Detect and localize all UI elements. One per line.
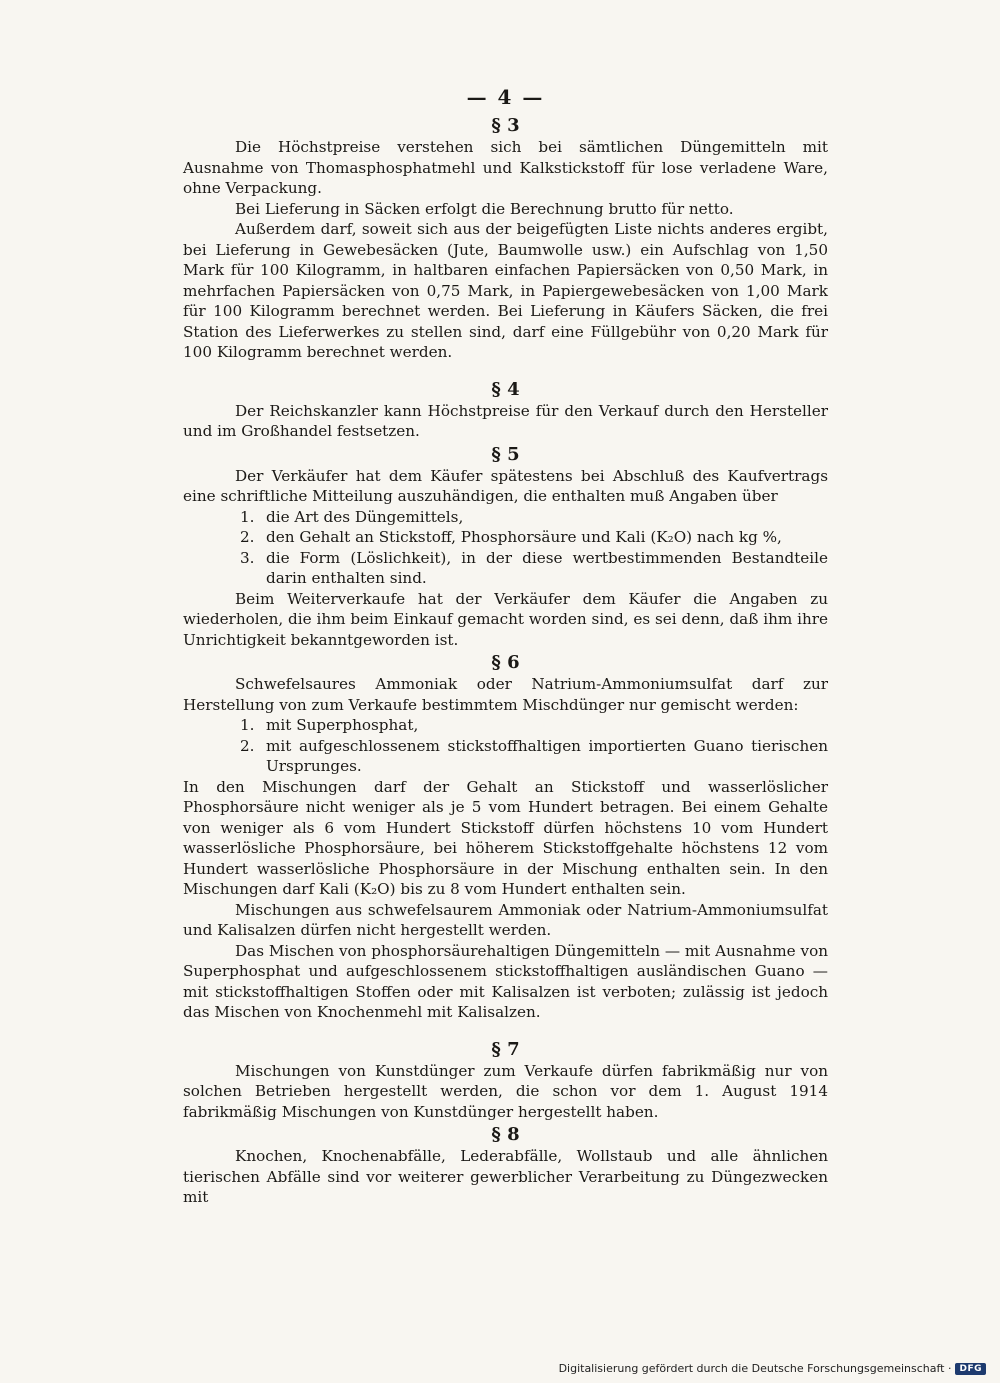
paragraph: Der Reichskanzler kann Höchstpreise für den Verkauf durch den Hersteller und im Großhandel festsetzen. <box>183 401 828 440</box>
list-number: 2. <box>240 528 255 546</box>
document-page <box>183 85 828 1208</box>
section-heading: § 8 <box>491 1124 520 1145</box>
section-heading: § 4 <box>491 378 520 400</box>
list-number: 3. <box>240 548 255 567</box>
digitization-footer <box>559 1362 986 1375</box>
list-text: den Gehalt an Stickstoff, Phosphorsäure und Kali (K₂O) nach kg %, <box>266 528 782 546</box>
list-text: mit Superphosphat, <box>266 716 419 734</box>
list-item <box>240 715 828 736</box>
section-6 <box>183 652 828 1023</box>
section-8 <box>183 1124 828 1208</box>
list-item <box>240 527 828 548</box>
list-item <box>240 548 828 589</box>
list-text: die Form (Löslichkeit), in der diese wertbestimmenden Bestandteile darin enthalten sind. <box>266 548 828 587</box>
section-heading: § 6 <box>491 652 520 673</box>
section-heading: § 3 <box>491 115 520 136</box>
section-5 <box>183 444 828 651</box>
section-heading: § 5 <box>491 443 520 465</box>
list-text: die Art des Düngemittels, <box>266 507 464 526</box>
paragraph: Beim Weiterverkaufe hat der Verkäufer dem Käufer die Angaben zu wiederholen, die ihm beim Einkauf gemacht worden sind, es sei denn, daß ihm ihre Unrichtigkeit bekanntgeworden ist. <box>183 589 828 649</box>
paragraph: Mischungen von Kunstdünger zum Verkaufe dürfen fabrikmäßig nur von solchen Betrieben hergestellt werden, die schon vor dem 1. August 1914 fabrikmäßig Mischungen von Kunstdünger hergestellt haben. <box>183 1061 828 1121</box>
paragraph: Der Verkäufer hat dem Käufer spätestens bei Abschluß des Kaufvertrags eine schriftliche Mitteilung auszuhändigen, die enthalten muß Angaben über <box>183 466 828 505</box>
list-number: 1. <box>240 507 255 526</box>
list-number: 2. <box>240 736 255 755</box>
paragraph: Knochen, Knochenabfälle, Lederabfälle, Wollstaub und alle ähnlichen tierischen Abfälle sind vor weiterer gewerblicher Verarbeitung zu Düngezwecken mit <box>183 1147 828 1206</box>
list-item <box>240 507 828 528</box>
page-number: — 4 — <box>466 85 545 109</box>
section-3 <box>183 115 828 363</box>
section-4 <box>183 379 828 442</box>
paragraph: Schwefelsaures Ammoniak oder Natrium-Ammoniumsulfat darf zur Herstellung von zum Verkaufe bestimmtem Mischdünger nur gemischt werden: <box>183 675 828 714</box>
dfg-logo: DFG <box>955 1363 986 1375</box>
enumerated-list <box>183 507 828 589</box>
list-number: 1. <box>240 716 255 734</box>
footer-text: Digitalisierung gefördert durch die Deutsche Forschungsgemeinschaft · <box>558 1362 952 1375</box>
paragraph: Die Höchstpreise verstehen sich bei sämtlichen Düngemitteln mit Ausnahme von Thomasphosphatmehl und Kalkstickstoff für lose verladene Ware, ohne Verpackung. <box>183 138 828 197</box>
paragraph: Mischungen aus schwefelsaurem Ammoniak oder Natrium-Ammoniumsulfat und Kalisalzen dürfen nicht hergestellt werden. <box>183 900 828 939</box>
section-heading: § 7 <box>491 1038 520 1060</box>
paragraph: Außerdem darf, soweit sich aus der beigefügten Liste nichts anderes ergibt, bei Lieferung in Gewebesäcken (Jute, Baumwolle usw.) ein Aufschlag von 1,50 Mark für 100 Kilogramm, in haltbaren einfachen Papiersäcken von 0,50 Mark, in mehrfachen Papiersäcken von 0,75 Mark, in Papiergewebesäcken von 1,00 Mark für 100 Kilogramm berechnet werden. Bei Lieferung in Käufers Säcken, die frei Station des Lieferwerkes zu stellen sind, darf eine Füllgebühr von 0,20 Mark für 100 Kilogramm berechnet werden. <box>183 220 828 361</box>
paragraph: Bei Lieferung in Säcken erfolgt die Berechnung brutto für netto. <box>235 199 734 218</box>
list-text: mit aufgeschlossenem stickstoffhaltigen importierten Guano tierischen Ursprunges. <box>266 736 828 775</box>
paragraph: Das Mischen von phosphorsäurehaltigen Düngemitteln — mit Ausnahme von Superphosphat und aufgeschlossenem stickstoffhaltigen ausländischen Guano — mit stickstoffhaltigen Stoffen oder mit Kalisalzen ist verboten; zulässig ist jedoch das Mischen von Knochenmehl mit Kalisalzen. <box>183 941 828 1021</box>
paragraph: In den Mischungen darf der Gehalt an Stickstoff und wasserlöslicher Phosphorsäure nicht weniger als je 5 vom Hundert betragen. Bei einem Gehalte von weniger als 6 vom Hundert Stickstoff dürfen höchstens 10 vom Hundert wasserlösliche Phosphorsäure, bei höherem Stickstoffgehalte höchstens 12 vom Hundert wasserlösliche Phosphorsäure in der Mischung enthalten sein. In den Mischungen darf Kali (K₂O) bis zu 8 vom Hundert enthalten sein. <box>183 777 828 898</box>
section-7 <box>183 1039 828 1123</box>
enumerated-list <box>183 715 828 777</box>
list-item <box>240 736 828 777</box>
